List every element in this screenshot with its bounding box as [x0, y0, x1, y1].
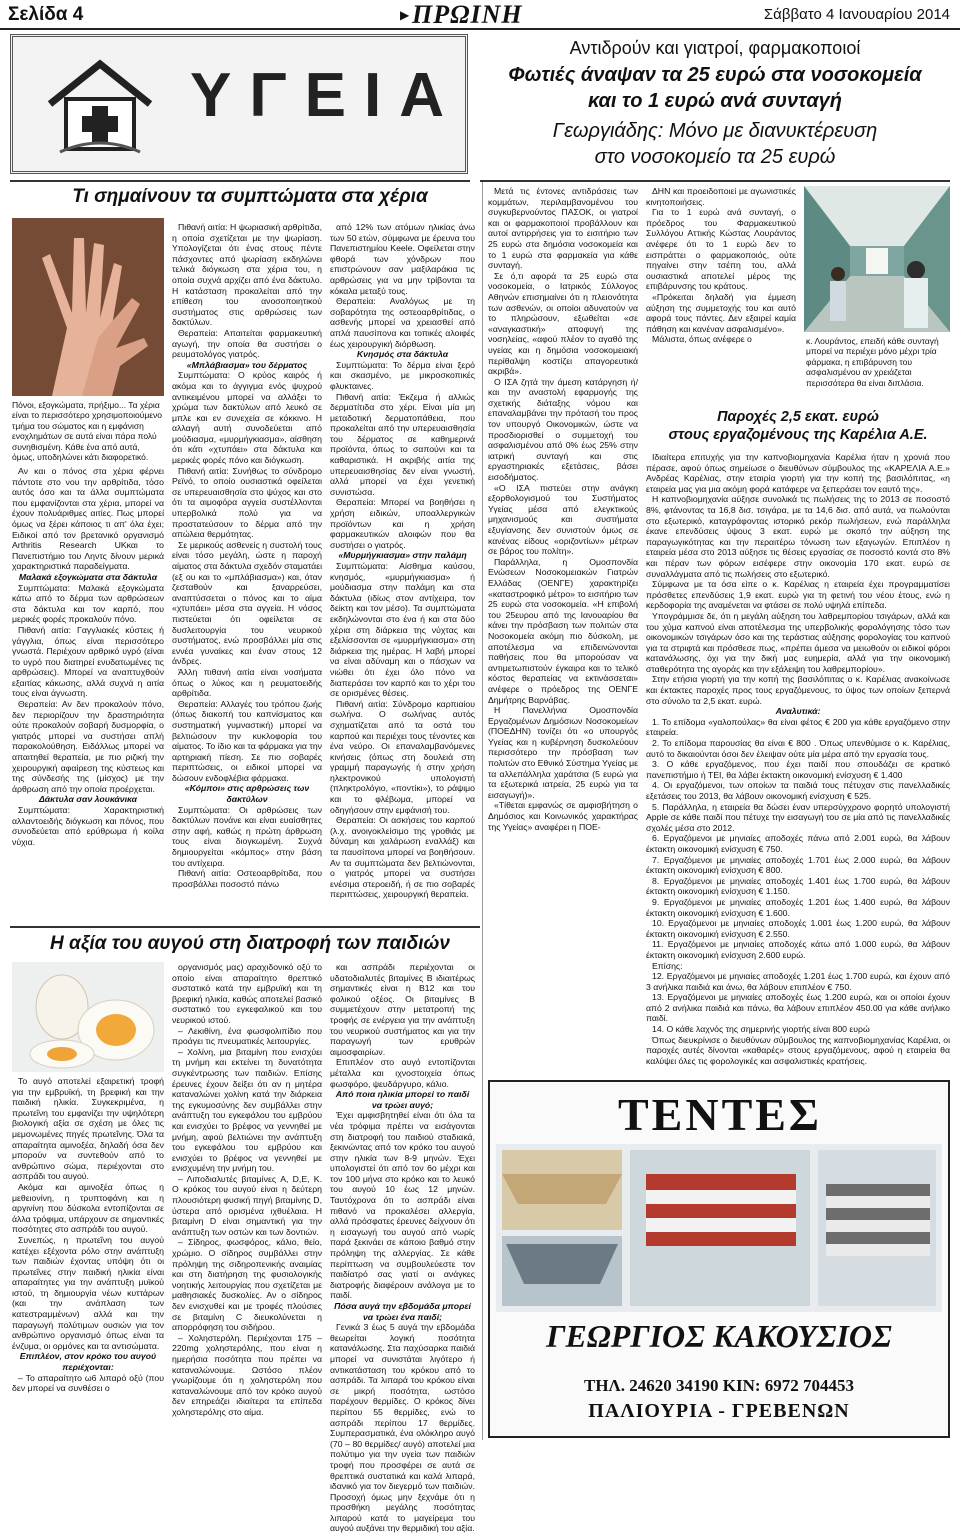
- subheading: «Κόμποι» στις αρθρώσεις των δακτύλων: [184, 783, 310, 805]
- paragraph: Υπογράμμισε δε, ότι η μεγάλη αύξηση του λαθρεμπορίου τσιγάρων, αλλά και του χύμα καπνού είναι αποτέλεσμα της υπερβολικής φορολόγησης τόσο των οικονομικών τσιγάρων όσο και της τεράστιας αύξησης φορολογίας του καπνού για τα στριφτά και πρόσθεσε πως, «πρέπει άμεσα να μειωθούν οι ειδικοί φόροι κατανάλωσης, όχι για την δική μας ευημερία, αλλά για την οικονομική σταθερότητα της αγοράς και την εξάλειψη του λαθρεμπορίου».: [646, 610, 950, 674]
- page-header: [0, 0, 960, 30]
- paragraph: Επιπλέον στο αυγό εντοπίζονται μέταλλα και ιχνοστοιχεία όπως φωσφόρο, ψευδάργυρο, κάλιο.: [330, 1057, 475, 1089]
- list-item: 6. Εργαζόμενοι με μηνιαίες αποδοχές πάνω από 2.001 ευρώ, θα λάβουν έκτακτη οικονομική ενίσχυση € 750.: [646, 833, 950, 854]
- advert-location: ΠΑΛΙΟΥΡΙΑ - ΓΡΕΒΕΝΩΝ: [588, 1400, 850, 1422]
- karelia-title: [646, 408, 950, 450]
- karelia-title-line2: στους εργαζομένους της Καρέλια Α.Ε.: [668, 427, 928, 443]
- paragraph: Πιθανή αιτία: Η ψωριασική αρθρίτιδα, η οποία σχετίζεται με την ψωρίαση. Υπολογίζεται ότι ένας στους πέντε πάσχοντες από ψωρίαση εκδηλώνει τελικά διόγκωση στα χέρια του, η οποία συχνά αρχίζει από ένα δάκτυλο. Η κατάσταση προκαλείται από την επίθεση του ανοσοποιητικού συστήματος στις αρθρώσεις των δακτύλων.: [172, 222, 322, 328]
- paragraph: Πιθανή αιτία: Σύνδρομο καρπιαίου σωλήνα. Ο σωλήνας αυτός σχηματίζεται από τα οστά του καρπού και περιέχει τους τένοντες και ένα νεύρο. Οι επαναλαμβανόμενες κινήσεις (όπως στη δουλειά στη γραμμή παραγωγής ή στην χρήση ηλεκτρονικού υπολογιστή (πληκτρολόγιο, «ποντίκι»), το ράψιμο και το φλέβωμα, μπορεί να οδηγήσουν στην εμφάνισή του.: [330, 698, 475, 815]
- list-item: Επίσης:: [652, 960, 683, 971]
- paragraph: Συμπτώματα: Αίσθημα καύσου, κνησμός, «μυρμήγκιασμα» ή μούδιασμα στην παλάμη και στα δάκτυλα (ιδίως στον αντίχειρα, τον δείκτη και τον μέσο). Τα συμπτώματα εκδηλώνονται στο ένα ή και στα δύο χέρια στη διάρκεια της νύχτας και εξελίσσονται σε «μυρμήγκιασμα» στη διάρκεια της ημέρας. Η λαβή μπορεί να είναι αδύναμη και ο πάσχων να νιώθει ότι έχει όλο πόνο να διαπεράσει τον καρπό και το χέρι του σε ορισμένες θέσεις.: [330, 561, 475, 699]
- paragraph: Η Πανελλήνια Ομοσπονδία Εργαζομένων Δημόσιων Νοσοκομείων (ΠΟΕΔΗΝ) τονίζει ότι «ο υπουργός Υγείας και η κυβέρνηση δυσκολεύουν περισσότερο την πρόσβαση των πολιτών στο Εθνικό Σύστημα Υγείας με τα αλλεπάλληλα χαράτσια (5 ευρώ για τα εξωτερικά ιατρεία, 25 ευρώ για τα εισαγωγή)».: [488, 705, 639, 800]
- subheading: «Μπλάβιασμα» του δέρματος: [186, 359, 308, 370]
- subheading: Επιπλέον, στον κρόκο του αυγού περιέχονται:: [19, 1351, 157, 1373]
- rule: [480, 180, 950, 182]
- masthead: ΠΡΩΙΝΗ: [412, 0, 523, 29]
- paragraph: – Χολίνη, μια βιταμίνη που ενισχύει τη μνήμη και εκτείνει τη δυνατότητα συγκέντρωσης των παιδιών. Επίσης έρευνες έχουν δείξει ότι αν η μητέρα καταναλώνει χολίνη κατά την διάρκεια της εγκυμοσύνης δεν συμβάλλει στην ανάπτυξη του εγκεφάλου του εμβρύου και ενισχύει το βρέφος να γεννηθεί με μνήμη, αφού βελτιώνει την ανάπτυξη του εγκεφάλου του εμβρύου και ενισχύει το βρέφος να γεννηθεί με ενισχυμένη την μνήμη του.: [172, 1046, 322, 1174]
- paragraph: Μετά τις έντονες αντιδράσεις των κομμάτων, περιλαμβανομένου του συγκυβερνούντος ΠΑΣΟΚ, οι γιατροί και οι φαρμακοποιοί προβάλλουν και αυτοί αντιρρήσεις για το εισιτήριο των 25 ευρώ στα δημόσια νοσοκομεία και το 1 ευρώ στα φαρμακεία για κάθε συνταγή.: [488, 186, 638, 271]
- subheading: Αναλυτικά:: [775, 706, 821, 717]
- list-item: 8. Εργαζόμενοι με μηνιαίες αποδοχές 1.401 έως 1.700 ευρώ, θα λάβουν έκτακτη οικονομική ενίσχυση € 1.150.: [646, 875, 950, 897]
- list-item: 10. Εργαζόμενοι με μηνιαίες αποδοχές 1.001 έως 1.200 ευρώ, θα λάβουν έκτακτη οικονομική ενίσχυση € 2.550.: [646, 918, 950, 939]
- paragraph: ΔΗΝ και προειδοποιεί με αγωνιστικές κινητοποιήσεις.: [646, 186, 796, 207]
- hands-column-1: [12, 466, 164, 920]
- fees-subhead: [480, 118, 950, 170]
- list-item: 12. Εργαζόμενοι με μηνιαίες αποδοχές 1.201 έως 1.700 ευρώ, και έχουν από 3 ανήλικα παιδιά και άνω, θα λάβουν επιπλέον € 750.: [646, 971, 950, 992]
- egg-column-2: [172, 962, 322, 1438]
- paragraph: Ιδιαίτερα επιτυχής για την καπνοβιομηχανία Καρέλια ήταν η χρονιά που πέρασε, αφού όπως σημείωσε ο διευθύνων σύμβουλος της «ΚΑΡΕΛΙΑ Α.Ε.» Ανδρέας Καρέλιας, στην εταιρία γιορτή για την κοπή της βασιλόπιτας, «η εταιρεία μας για μια ακόμη φορά κατάφερε να ξεπεράσει τον εαυτό της».: [646, 452, 950, 494]
- paragraph: Στην ετήσια γιορτή για την κοπή της βασιλόπιτας ο κ. Καρέλιας ανακοίνωσε και έκτακτες παροχές προς τους εργαζόμενους, το ύψος των οποίων ξεπερνά στο σύνολο τα 2,5 εκατ. ευρώ.: [646, 674, 950, 706]
- paragraph: και ασπράδι περιέχονται οι υδατοδιαλυτές βιταμίνες B ιδιαιτέρως σημαντικές είναι η B12 και του φολικού οξέος. Οι βιταμίνες B συμμετέχουν στην μετατροπή της τροφής σε ενέργεια για την ανάπτυξη του νευρικού συστήματος και για την παραγωγή των ερυθρών αιμοσφαιρίων.: [330, 962, 475, 1057]
- list-item: 3. Ο κάθε εργαζόμενος, που έχει παιδί που σπουδάζει σε κρατικό πανεπιστήμιο ή ΤΕΙ, θα λάβει έκτακτη οικονομική ενίσχυση € 1.400: [646, 759, 950, 780]
- paragraph: Πιθανή αιτία: Γαγγλιακές κύστεις ή γάγγλια, όπως είναι περισσότερο γνωστά. Περιέχουν αρθρικό υγρό (είναι το υγρό που διατηρεί ενυδατωμένες τις αρθρώσεις). Μπορεί να αναπτυχθούν εξαιτίας κάκωσης, αλλά συχνά η αιτία τους είναι άγνωστη.: [12, 624, 164, 699]
- subheading: Δάκτυλα σαν λουκάνικα: [38, 794, 138, 805]
- column-divider: [482, 182, 483, 1440]
- paragraph: Συμπτώματα: Χαρακτηριστική αλλαντοειδής διόγκωση και πόνος, που συνοδεύεται από ερύθρωμα ή κοίλα νύχια.: [12, 805, 164, 847]
- fees-subhead-line1: Γεωργιάδης: Μόνο με διανυκτέρευση: [552, 120, 878, 142]
- paragraph: Μάλιστα, όπως ανέφερε ο: [652, 334, 752, 345]
- paragraph: Συνεπώς, η πρωτεΐνη του αυγού κατέχει εξέχοντα ρόλο στην ανάπτυξη των παιδιών έχοντας υπόψη ότι οι πρωτεΐνες στην παιδική ηλικία είναι απαραίτητες για την ανάπτυξη μυϊκού ιστού, τη δημιουργία νέων κυττάρων (και την ανάπλαση των κατεστραμμένων) αλλά και την παραγωγή πολύτιμων ουσιών για τον ανθρώπινο οργανισμό όπως είναι τα ένζυμα, οι ορμόνες και τα αντισώματα.: [12, 1234, 164, 1351]
- list-item: 7. Εργαζόμενοι με μηνιαίες αποδοχές 1.701 έως 2.000 ευρώ, θα λάβουν έκτακτη οικονομική ενίσχυση € 800.: [646, 854, 950, 876]
- advert-title: ΤΕΝΤΕΣ: [617, 1089, 823, 1140]
- paragraph: Σε μερικούς ασθενείς η συστολή τους είναι τόσο μεγάλη, ώστε η παροχή αίματος στα δάκτυλα σχεδόν σταματάει (εξ ου και το «μπλάβιασμα») και, όταν ζεσταθούν και ξαναρρεύσει, αναπτύσσεται ο πόνος και το αίμα «χτυπάει» μέσα στα αγγεία. Η νόσος πιστεύεται ότι οφείλεται σε δυσλειτουργία του νευρικού συστήματος, ενώ προσβάλλει μία στις εννέα γυναίκες και έναν στους 12 άνδρες.: [172, 539, 322, 667]
- hands-column-2: [172, 222, 322, 922]
- paragraph: Θεραπεία: Απαιτείται φαρμακευτική αγωγή, την οποία θα συστήσει ο ρευματολόγος γιατρός.: [172, 327, 322, 360]
- hands-photo: [12, 218, 164, 396]
- list-item: 2. Το επίδομα παρουσίας θα είναι € 800 . Όπως υπενθύμισε ο κ. Καρέλιας, αυτό το δικαιούνται όσοι δεν έλειψαν ούτε μία μέρα από την εργασία τους.: [646, 738, 950, 759]
- list-item: 13. Εργαζόμενοι με μηνιαίες αποδοχές έως 1.200 ευρώ, και οι οποίοι έχουν από 2 ανήλικα παιδιά και πάνω, θα λάβουν επιπλέον 450.00 για κάθε ανήλικο παιδί.: [646, 992, 950, 1024]
- paragraph: Σε ό,τι αφορά τα 25 ευρώ στα νοσοκομεία, ο Ιατρικός Σύλλογος Αθηνών επισημαίνει ότι η πλειονότητα των ασθενών, οι οποίοι αδυνατούν να το πληρώσουν, εξωθείται «σε «αναγκαστική» αποφυγή της νοσηλείας, «αφού πλέον το αγαθό της υγείας και η δημόσια νοσοκομειακή περίθαλψη κοστίζει απαγορευτικά ακριβά».: [488, 270, 638, 377]
- paragraph: Πιθανή αιτία: Συνήθως το σύνδρομο Ρεϊνό, το οποίο ουσιαστικά οφείλεται σε υπερευαισθησία στο ψύχος και στο ότι τα αιμοφόρα αγγεία συστέλλονται υπερβολικά πολύ για να προστατεύσουν το δέρμα από την απώλεια θερμότητας.: [172, 465, 322, 540]
- egg-photo: [12, 962, 164, 1072]
- egg-column-3: [330, 962, 475, 1534]
- fees-photo-caption: κ. Λουράντος, επειδή κάθε συνταγή μπορεί να περιέχει μόνο μέχρι τρία φάρμακα, η επιβάρυνση του ασφαλισμένου αν χρειάζεται περισσότερα θα είναι διπλάσια.: [806, 336, 939, 388]
- paragraph: Θεραπεία: Οι ασκήσεις του καρπού (λ.χ. ανοιγοκλείσιμο της γροθιάς με δύναμη και χαλάρωση εναλλάξ) και τα παυσίπονα μπορεί να βοηθήσουν. Αν τα συμπτώματα δεν βελτιώνονται, ο γιατρός μπορεί να συστήσει ενέσιμα στεροειδή, ή σε πιο σοβαρές περιπτώσεις, χειρουργική θεραπεία.: [330, 815, 475, 900]
- paragraph: Θεραπεία: Αναλόγως με τη σοβαρότητα της οστεοαρθρίτιδας, ο ασθενής μπορεί να χρειασθεί από απλά παυσίπονα και τοπικές αλοιφές έως χειρουργική διόρθωση.: [330, 296, 475, 349]
- karelia-benefits-list: [646, 717, 950, 1067]
- paragraph: Ο ΙΣΑ ζητά την άμεση κατάργηση ή/και την αναστολή εφαρμογής της σχετικής διάταξης νόμου και επαναλαμβάνει την πρότασή του προς τον υπουργό Οικονομικών, ώστε να προσδιορισθεί ο συμμετοχή του ασφαλισμένου από 0% έως 25% στην ιατρική συνταγή και στις εργαστηριακές εξετάσεις, βάσει εισοδήματος.: [488, 376, 638, 483]
- list-item: Όπως διευκρίνισε ο διευθύνων σύμβουλος της καπνοβιομηχανίας Καρέλια, οι παροχές αυτές δίνονται «καθαρές» στους εργαζόμενους, αφού η εταιρεία θα καλύψει όλες τις φορολογικές και ασφαλιστικές κρατήσεις.: [646, 1034, 950, 1066]
- play-icon: ▶: [400, 8, 410, 22]
- list-item: 11. Εργαζόμενοι με μηνιαίες αποδοχές κάτω από 1.000 ευρώ, θα λάβουν έκτακτη οικονομική ενίσχυση 2.600 ευρώ.: [646, 939, 950, 960]
- subheading: Πόσα αυγά την εβδομάδα μπορεί να τρώει ένα παιδί;: [334, 1301, 471, 1322]
- fees-subhead-line2: στο νοσοκομείο τα 25 ευρώ: [594, 146, 836, 168]
- paragraph: Συμπτώματα: Οι αρθρώσεις των δακτύλων πονάνε και είναι ευαίσθητες στην αφή, καθώς η πρώτη άρθρωση τους είναι διογκωμένη. Συχνά δημιουργείται «κόμπος» στην βάση του αντίχειρα.: [172, 804, 322, 868]
- paragraph: Συμπτώματα: Ο κρύος καιρός ή ακόμα και το άγγιγμα ενός ψυχρού αντικειμένου μπορεί να αλλάξει το χρώμα των δακτύλων από λευκό σε μπλε και εν συνεχεία σε κόκκινο. Η αλλαγή αυτή συνοδεύεται από μούδιασμα, «μυρμήγκιασμα», αίσθηση ότι κάτι «χτυπάει» στα δάκτυλα και μερικές φορές πόνο και διόγκωση.: [172, 370, 322, 466]
- list-item: 4. Οι εργαζόμενοι, των οποίων τα παιδιά τους πέτυχαν στις πανελλαδικές εξετάσεις του 2013, θα λάβουν οικονομική ενίσχυση € 525.: [646, 780, 950, 801]
- paragraph: Το αυγό αποτελεί εξαιρετική τροφή για την εμβρυϊκή, τη βρεφική και την παιδική ηλικία. Συγκεκριμένα, η πρωτεΐνη του εμφανίζει την υψηλότερη βιολογική αξία σε σχέση με όλες τις μεμονωμένες πηγές πρωτεΐνης. Όλα τα απαραίτητα αμινοξέα, δηλαδή όσα δεν μπορούν να συντεθούν από το ανθρώπινο σώμα, περιέχονται στο ασπράδι του αυγού.: [12, 1076, 164, 1182]
- list-item: 5. Παράλληλα, η εταιρεία θα δώσει έναν υπερσύγχρονο φορητό υπολογιστή Apple σε κάθε παιδί που πέτυχε την εισαγωγή του σε μία από τις πανελλαδικές σχολές μέσα στο 2012.: [646, 801, 950, 833]
- subheading: Από ποια ηλικία μπορεί το παιδί να τρώει αυγό;: [335, 1089, 470, 1110]
- list-item: 14. Ο κάθε λαχνός της σημερινής γιορτής είναι 800 ευρώ: [652, 1024, 870, 1035]
- fees-kicker: Αντιδρούν και γιατροί, φαρμακοποιοί: [569, 38, 861, 58]
- fees-column-1: [488, 186, 638, 1074]
- subheading: Μαλακά εξογκώματα στα δάκτυλα: [18, 571, 158, 582]
- rule: [10, 180, 470, 182]
- advert-name: ΓΕΩΡΓΙΟΣ ΚΑΚΟΥΣΙΟΣ: [546, 1318, 892, 1354]
- paragraph: Έχει αμφισβητηθεί είναι ότι όλα τα νέα τρόφιμα πρέπει να εισάγονται στη διατροφή του παιδιού σταδιακά, ξεκινώντας από τον κρόκο του αυγού στην ηλικία των 8-9 μηνών. Έχει υπολογιστεί ότι από τον 6ο μέχρι και τον 100 μήνα στο κρόκο και το λευκό του αυγού 10 έως 12 μηνών. Ταυτόχρονα ότι το ασπράδι είναι πιθανό να προκαλέσει αλλεργία, αλλά πρόσφατες έρευνες δείχνουν ότι η εισαγωγή του αυγού από νωρίς παρά ξεκινάει σε κάποιο βαθμό στην πρόληψη της αλλεργίας. Σε κάθε περίπτωση να συμβουλεύεστε τον παιδίατρό σας γιατί οι ανάγκες διατροφής διαφέρουν ανάλογα με το παιδί.: [330, 1110, 475, 1301]
- list-item: 1. Το επίδομα «γαλοπούλας» θα είναι φέτος € 200 για κάθε εργαζόμενο στην εταιρεία.: [646, 716, 950, 738]
- fees-headline-line1: Φωτιές άναψαν τα 25 ευρώ στα νοσοκομεία: [508, 64, 922, 86]
- karelia-title-line1: Παροχές 2,5 εκατ. ευρώ: [717, 409, 879, 425]
- fees-headline-line2: και το 1 ευρώ ανά συνταγή: [587, 90, 843, 112]
- medical-cross-icon: [40, 44, 160, 164]
- paragraph: «Τίθεται εμφανώς σε αμφισβήτηση ο Δημόσιος και Κοινωνικός χαρακτήρας της Υγείας» αναφέρει η ΠΟΕ-: [488, 800, 638, 832]
- section-title: ΥΓΕΙΑ: [190, 61, 462, 130]
- hands-column-3: [330, 222, 475, 922]
- paragraph: Θεραπεία: Μπορεί να βοηθήσει η χρήση ειδικών, υποαλλεργικών προϊόντων και η χρήση φαρμακευτικών αλοιφών που θα συστήσει ο γιατρός.: [330, 497, 475, 550]
- subheading: Κνησμός στα δάκτυλα: [356, 349, 449, 360]
- karelia-body: [646, 452, 950, 1072]
- paragraph: Θεραπεία: Αν δεν προκαλούν πόνο, δεν περιορίζουν την δραστηριότητα ούτε προκαλούν σοβαρή δυσμορφία, ο γιατρός μπορεί να συστήσει απλή παρακολούθηση. Ειδάλλως μπορεί να απαιτηθεί θεραπεία, με πιο ριζική την χειρουργική αφαίρεση της κύστεως και της σύνδεσής της (μίσχος) με την άρθρωση από την οποία προέρχεται.: [12, 699, 164, 794]
- paragraph: – Χοληστερόλη. Περιέχονται 175 – 220mg χοληστερόλης, που είναι η ημερήσια ποσότητα που πρέπει να καταναλώνουμε. Ωστόσο πλέον γνωρίζουμε ότι η χοληστερόλη που καταναλώνουμε από τον κρόκο αυγού δεν επηρεάζει ιδιαίτερα τα επίπεδα χοληστερόλης στο αίμα.: [172, 1332, 322, 1417]
- paragraph: Συμπτώματα: Μαλακά εξογκώματα κάτω από το δέρμα των αρθρώσεων στα δάκτυλα και τον καρπό, που μερικές φορές προκαλούν πόνο.: [12, 582, 164, 625]
- paragraph: από 12% των ατόμων ηλικίας άνω των 50 ετών, σύμφωνα με έρευνα του Πανεπιστημίου Keele. Οφείλεται στην φθορά των χόνδρων που επιστρώνουν σαν μαξιλαράκια τις αρθρώσεις για να μην τρίβονται τα κόκαλα μεταξύ τους.: [330, 222, 475, 296]
- hospital-corridor-photo: [804, 186, 950, 332]
- rule: [10, 926, 480, 928]
- paragraph: οργανισμός μας) αραχιδονικό οξύ το οποίο είναι απαραίτητο θρεπτικό συστατικό κατά την εμβρυϊκή και τη βρεφική ηλικία, καθώς αποτελεί βασικό συστατικό του εγκεφαλικού και του νευρικού ιστού.: [172, 962, 322, 1025]
- paragraph: Άλλη πιθανή αιτία είναι νοσήματα όπως ο λύκος και η ρευματοειδής αρθρίτιδα.: [172, 666, 322, 699]
- paragraph: «Πρόκειται δηλαδή για έμμεση αύξηση της συμμετοχής του και αυτό αφορά τους πάντες. Δεν εξαιρεί καμία πάθηση και κανέναν ασφαλισμένο».: [646, 291, 796, 334]
- paragraph: Αν και ο πόνος στα χέρια φέρνει πάντοτε στο νου την αρθρίτιδα, τόσο αυτός όσο και τα άλλα συμπτώματα που εμφανίζονται στα χέρια, μπορεί να έχουν πολυάριθμες αιτίες. Πως μπορεί όμως να ξέρει κάποιος τι απ' όλα έχει; Ειδικοί από τον βρετανικό οργανισμό Arthritis Research UKκαι το Πανεπιστήμιο του Ληντς δίνουν μερικά χαρακτηριστικά παραδείγματα.: [12, 466, 164, 572]
- dateline: Σάββατο 4 Ιανουαρίου 2014: [763, 6, 950, 23]
- paragraph: Γενικά 3 έως 5 αυγά την εβδομάδα θεωρείται λογική ποσότητα κατανάλωσης. Στα παχύσαρκα παιδιά μπορεί να συνιστάται λιγότερο ή αντικατάσταση του κρόκου από το ασπράδι. Τα λιπαρά του κρόκου είναι σε μικρή ποσότητα, ωστόσο παρέχουν θερμίδες. Ο κρόκος δίνει περίπου 55 θερμίδες, ενώ το ασπράδι περίπου 17 θερμίδες. Συμπερασματικά, ένα ολόκληρο αυγό (70 – 80 θερμίδες/ αυγό) αποτελεί μια πολύτιμο για την υγεία των παιδιών τροφή που προσφέρει σε αυτά σε θρεπτικά συστατικά και καλά λιπαρά, ιδανικό για τον διεγερμό των παιδιών. Προσοχή όμως μην ξεχνάμε ότι η προσθήκη μεγάλης ποσότητας λιπαρού κατά το μαγείρεμα του αυγού αυξάνει την θερμιδική του αξία.: [330, 1322, 475, 1534]
- egg-title: Η αξία του αυγού στη διατροφή των παιδιών: [50, 933, 450, 954]
- paragraph: – Σίδηρος, φωσφόρος, κάλιο, θείο, χρώμιο. Ο σίδηρος συμβάλλει στην πρόληψη της σιδηροπενικής αναιμίας και στη διατήρηση της φυσιολογικής νοητικής λειτουργίας που σχετίζεται με μαθησιακές δυσκολίες. Αν ο σίδηρος δεν ενισχυθεί και με τροφές πλούσιες σε βιταμίνη C διευκολύνεται η απορρόφηση του σιδήρου.: [172, 1237, 322, 1333]
- paragraph: Σύμφωνα με τα όσα είπε ο κ. Καρέλιας η εταιρεία έχει προγραμματίσει πρόσθετες επενδύσεις 1,9 εκατ. ευρώ για τη φετινή του νέου έτους, ενώ η κερδοφορία της αναμένεται να φτάσει σε πολύ υψηλά επίπεδα.: [646, 579, 950, 611]
- paragraph: Θεραπεία: Αλλαγές του τρόπου ζωής (όπως διακοπή του καπνίσματος και συστηματική γυμναστική) μπορεί να βελτιώσουν την κυκλοφορία του αίματος. Το ίδιο και τα φάρμακα για την αρτηριακή πίεση. Σε πιο σοβαρές περιπτώσεις, οι ειδικοί μπορεί να δώσουν ενδοφλέβια φάρμακα.: [172, 698, 322, 783]
- fees-headline: [480, 62, 950, 114]
- paragraph: – Λιποδιαλυτές βιταμίνες A, D,E, K. Ο κρόκος του αυγού είναι η δεύτερη πλουσιότερη φυσική πηγή βιταμίνης D, ύστερα από ορισμένα ιχθυέλαια. Η βιταμίνη D είναι σημαντική για την ανάπτυξη των οστών και των δοντιών.: [172, 1173, 322, 1237]
- fees-column-2: [646, 186, 796, 400]
- paragraph: Για το 1 ευρώ ανά συνταγή, ο πρόεδρος του Φαρμακευτικού Συλλόγου Αττικής Κώστας Λουράντος ανέφερε ότι το 1 ευρώ δεν το εισπράττει ο φαρμακοποιός, ούτε πηγαίνει στην τσέπη του, αλλά ουσιαστικά αποτελεί μέρος της επιβάρυνσης του κράτους.: [646, 207, 796, 292]
- egg-column-1: [12, 1076, 164, 1438]
- awning-images: [496, 1144, 942, 1312]
- list-item: 9. Εργαζόμενοι με μηνιαίες αποδοχές 1.201 έως 1.400 ευρώ, θα λάβουν έκτακτη οικονομική ενίσχυση € 1.600.: [646, 896, 950, 918]
- paragraph: – Το απαραίτητο ω6 λιπαρό οξύ (που δεν μπορεί να συνθέσει ο: [12, 1372, 164, 1394]
- paragraph: Πιθανή αιτία: Έκζεμα ή αλλιώς δερματίτιδα στο χέρι. Είναι μία μη μεταδοτική δερματοπάθεια, που προκαλείται από την υπερευαισθησία του δέρματος σε καθημερινά προϊόντα, όπως το σαπούνι και τα καθαριστικά. Η ακριβής αιτία της υπερευαισθησίας δεν είναι γνωστή, αλλά μπορεί να έχει γενετική συνιστώσα.: [330, 391, 475, 497]
- paragraph: Παράλληλα, η Ομοσπονδία Ενώσεων Νοσοκομειακών Γιατρών Ελλάδας (ΟΕΝΓΕ) χαρακτηρίζει «καταστροφικό μέτρο» το εισιτήριο των 25 ευρώ στα νοσοκομεία. «Η επιβολή του 25ευρου από της Ιανουαρίου θα κάνει την πρόσβαση των πολιτών στα Νοσοκομεία ακόμη πιο δύσκολη, με αποτέλεσμα να επιδεινώνονται παθήσεις που θα μπορούσαν να αντιμετωπιστούν έγκαιρα και το τελικό κόστος θεραπείας να εκτινάσσεται» ανέφερε ο πρόεδρος της ΟΕΝΓΕ Δημήτρης Βαρνάβας.: [488, 556, 638, 705]
- page-number: Σελίδα 4: [8, 4, 84, 25]
- subheading: «Μυρμήγκιασμα» στην παλάμη: [338, 550, 467, 561]
- hands-caption: Πόνοι, εξογκώματα, πρήξιμο... Τα χέρια είναι το περισσότερο χρησιμοποιούμενο τμήμα του σώματος και η εμφάνιση ενοχλημάτων σε αυτά είναι πάρα πολύ συνηθισμένη. Κάθε ένα από αυτά, όμως, υποδηλώνει κάτι διαφορετικό.: [12, 400, 163, 463]
- paragraph: – Λεκιθίνη, ένα φωσφολιπίδιο που προάγει τις πνευματικές λειτουργίες.: [172, 1025, 322, 1047]
- hands-title: Τι σημαίνουν τα συμπτώματα στα χέρια: [72, 186, 428, 207]
- advert-phone: ΤΗΛ. 24620 34190 ΚΙΝ: 6972 704453: [583, 1376, 855, 1395]
- paragraph: Συμπτώματα: Το δέρμα είναι ξερό και σκασμένο, με μικροσκοπικές φλυκταινες.: [330, 359, 475, 391]
- paragraph: «Ο ΙΣΑ πιστεύει στην ανάγκη εξορθολογισμού του Συστήματος Υγείας μέσα από ελεγκτικούς μηχανισμούς και συστήματα εξυγίανσης δεν συνιστούν όμως σε κανένας είδους «οριζοντίων» μέτρων σε βάρος του πολίτη».: [488, 482, 638, 557]
- paragraph: Ακόμα και αμινοξέα όπως η μεθειονίνη, η τρυπτοφάνη και η αργινίνη που δύσκολα εντοπίζονται σε άλλα τρόφιμα, υπάρχουν σε σημαντικές ποσότητες στο ασπράδι του αυγού.: [12, 1181, 164, 1235]
- paragraph: Η καπνοβιομηχανία αύξησε συνολικά τις πωλήσεις της το 2013 σε ποσοστό 8%, φτάνοντας τα 16,8 δισ. τσιγάρα, με τα 14,6 δισ. από αυτά, να πωλούνται στο εξωτερικό, καταγράφοντας ιστορικό ρεκόρ πωλήσεων, ενώ παράλληλα έκανε επενδύσεις ύψους 3 εκατ. ευρώ με σκοπό την αύξηση της παραγωγικότητας και την περαιτέρω τόνωση των εξαγωγών. Επιπλέον η εταιρεία μέσα στο 2013 αύξησε τις θέσεις εργασίας σε ποσοστό κοντά στο 8% και πέραν των φόρων εισέφερε στην οικονομία 170 εκατ. ευρώ σε συναλλάγματα από τις πωλήσεις στο εξωτερικό.: [646, 494, 950, 579]
- paragraph: Πιθανή αιτία: Οστεοαρθρίτιδα, που προσβάλλει ποσοστό πάνω: [172, 868, 322, 889]
